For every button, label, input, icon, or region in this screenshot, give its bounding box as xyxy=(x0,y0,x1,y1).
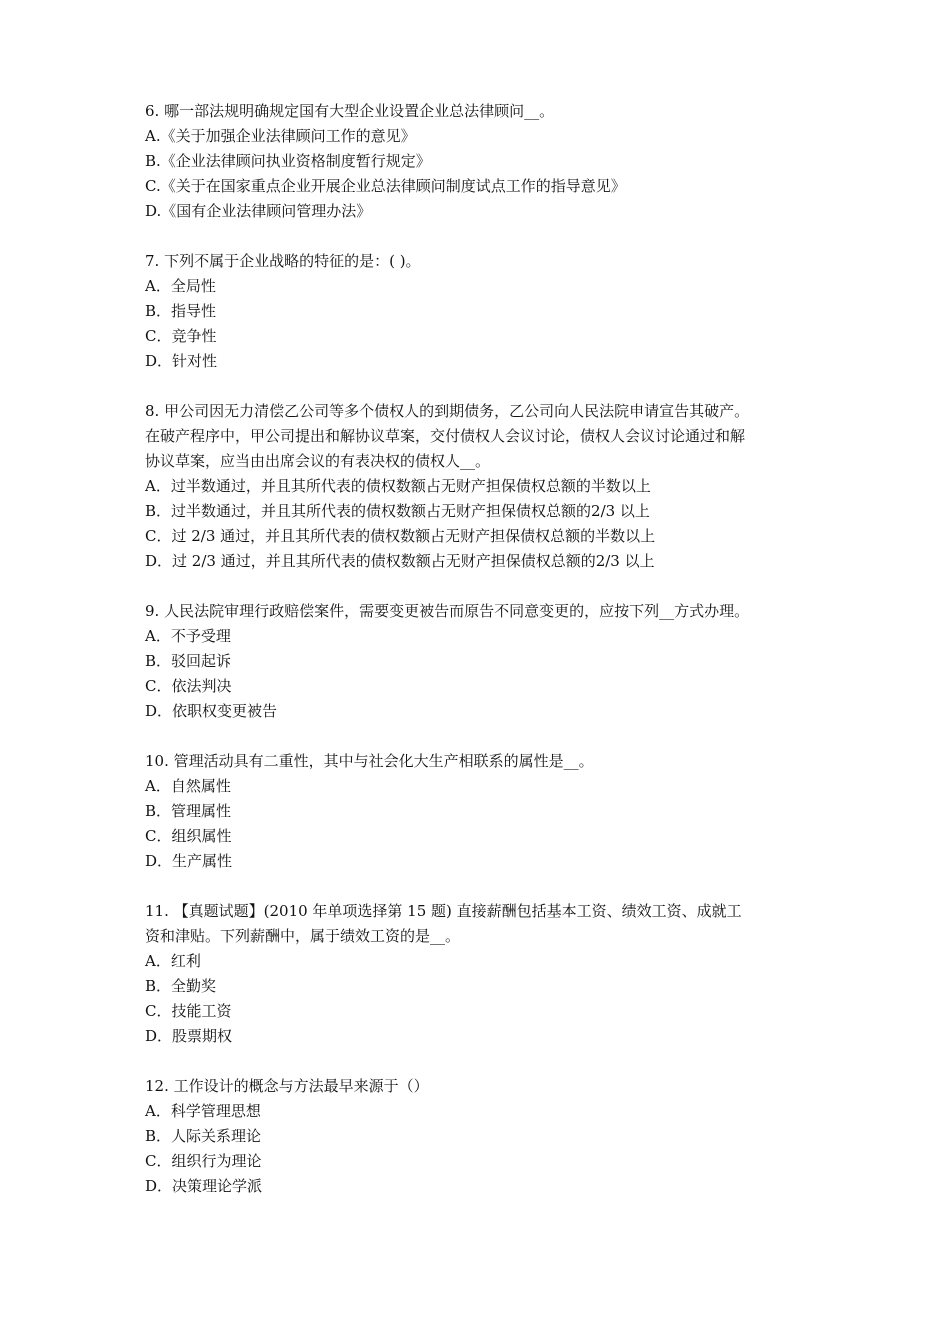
question-stem: 12. 工作设计的概念与方法最早来源于（） xyxy=(145,1077,429,1095)
option-b: B．驳回起诉 xyxy=(145,652,232,670)
option-c: C．组织行为理论 xyxy=(145,1152,262,1170)
option-d: D．股票期权 xyxy=(145,1027,233,1045)
option-d: D．决策理论学派 xyxy=(145,1177,263,1195)
option-a: A．科学管理思想 xyxy=(145,1102,261,1120)
option-b: B．人际关系理论 xyxy=(145,1127,262,1145)
option-c: C．依法判决 xyxy=(145,677,232,695)
option-b: B．指导性 xyxy=(145,302,217,320)
option-a: A．全局性 xyxy=(145,277,216,295)
question-stem: 10. 管理活动具有二重性，其中与社会化大生产相联系的属性是__。 xyxy=(145,752,594,770)
question-stem: 6. 哪一部法规明确规定国有大型企业设置企业总法律顾问__。 xyxy=(145,102,555,120)
question-stem: 7. 下列不属于企业战略的特征的是：( )。 xyxy=(145,252,421,270)
option-d: D．过 2/3 通过，并且其所代表的债权数额占无财产担保债权总额的2/3 以上 xyxy=(145,552,655,570)
option-c: C.《关于在国家重点企业开展企业总法律顾问制度试点工作的指导意见》 xyxy=(145,177,626,195)
option-a: A.《关于加强企业法律顾问工作的意见》 xyxy=(145,127,416,145)
question-12 xyxy=(145,1074,825,1199)
question-stem-line-1: 8. 甲公司因无力清偿乙公司等多个债权人的到期债务，乙公司向人民法院申请宣告其破产。 xyxy=(145,402,750,420)
question-8 xyxy=(145,399,825,574)
option-d: D．依职权变更被告 xyxy=(145,702,278,720)
question-stem: 9. 人民法院审理行政赔偿案件，需要变更被告而原告不同意变更的，应按下列__方式办理。 xyxy=(145,602,750,620)
question-11 xyxy=(145,899,825,1049)
option-d: D.《国有企业法律顾问管理办法》 xyxy=(145,202,372,220)
option-a: A．过半数通过，并且其所代表的债权数额占无财产担保债权总额的半数以上 xyxy=(145,477,651,495)
option-a: A．不予受理 xyxy=(145,627,231,645)
option-d: D．生产属性 xyxy=(145,852,233,870)
question-stem-line-1: 11. 【真题试题】(2010 年单项选择第 15 题) 直接薪酬包括基本工资、绩效工资、成就工 xyxy=(145,902,742,920)
question-stem-line-2: 在破产程序中，甲公司提出和解协议草案，交付债权人会议讨论，债权人会议讨论通过和解 xyxy=(145,427,746,445)
option-c: C．竞争性 xyxy=(145,327,217,345)
option-b: B．过半数通过，并且其所代表的债权数额占无财产担保债权总额的2/3 以上 xyxy=(145,502,650,520)
option-d: D．针对性 xyxy=(145,352,218,370)
option-c: C．技能工资 xyxy=(145,1002,232,1020)
option-b: B.《企业法律顾问执业资格制度暂行规定》 xyxy=(145,152,431,170)
question-stem-line-2: 资和津贴。下列薪酬中，属于绩效工资的是__。 xyxy=(145,927,461,945)
option-a: A．自然属性 xyxy=(145,777,231,795)
document-page xyxy=(145,99,825,1224)
option-c: C．过 2/3 通过，并且其所代表的债权数额占无财产担保债权总额的半数以上 xyxy=(145,527,656,545)
question-6 xyxy=(145,99,825,224)
option-a: A．红利 xyxy=(145,952,201,970)
question-10 xyxy=(145,749,825,874)
question-7 xyxy=(145,249,825,374)
option-b: B．全勤奖 xyxy=(145,977,217,995)
question-9 xyxy=(145,599,825,724)
option-c: C．组织属性 xyxy=(145,827,232,845)
option-b: B．管理属性 xyxy=(145,802,232,820)
question-stem-line-3: 协议草案，应当由出席会议的有表决权的债权人__。 xyxy=(145,452,491,470)
